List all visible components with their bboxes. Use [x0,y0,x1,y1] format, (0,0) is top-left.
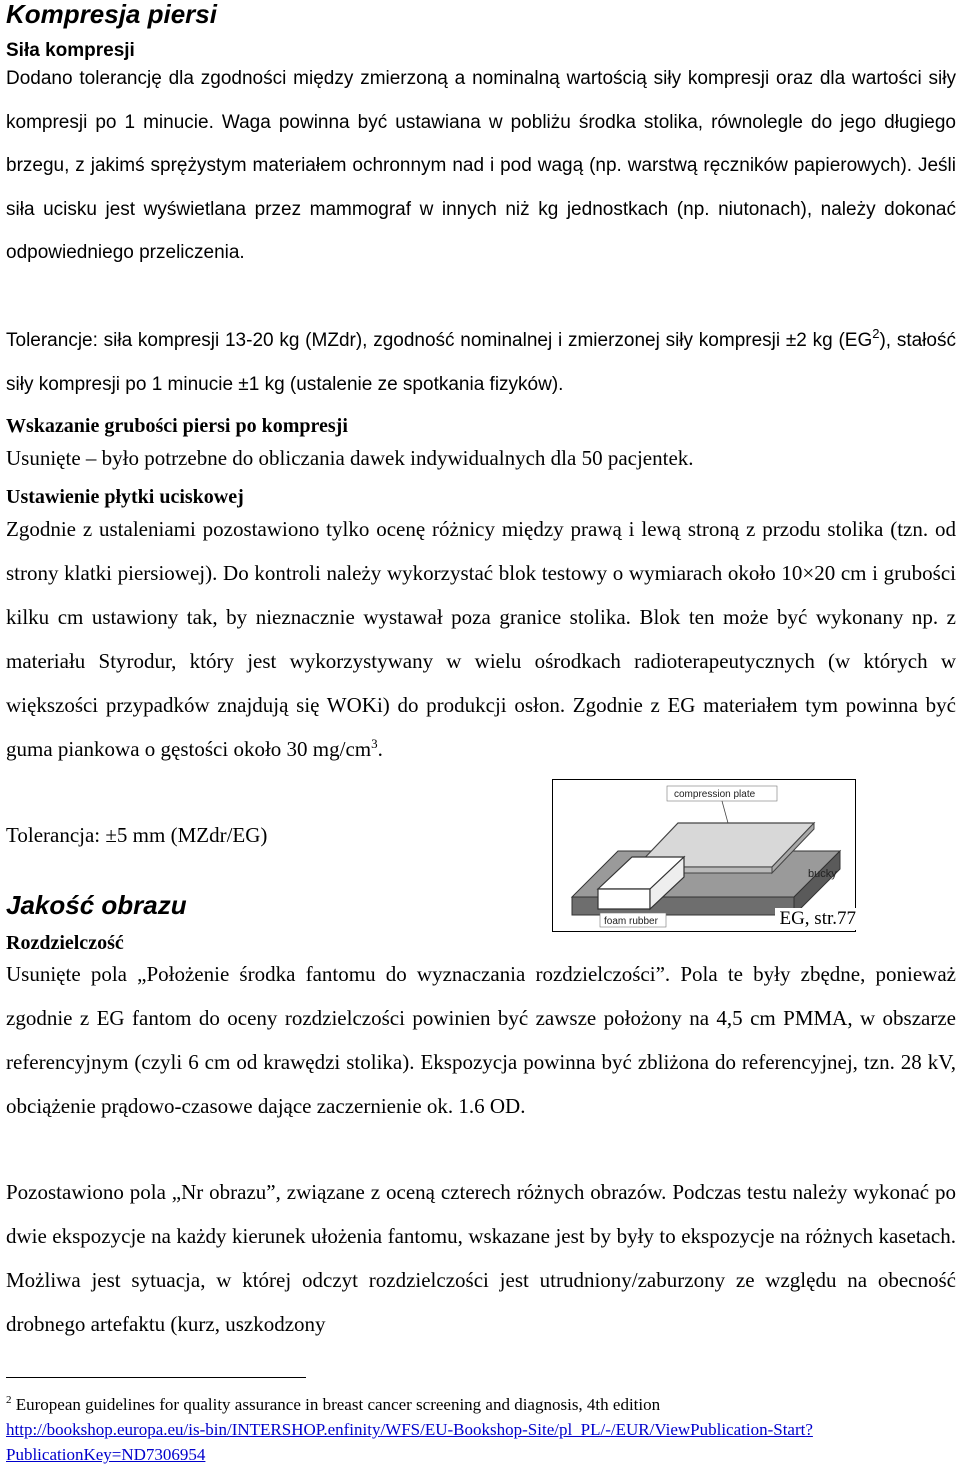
label-foam-rubber: foam rubber [604,916,658,927]
paragraph-plate-position [6,507,956,771]
label-compression-plate: compression plate [674,789,756,800]
paragraph-resolution-1: Usunięte pola „Położenie środka fantomu do wyznaczania rozdzielczości”. Pola te były zbędne, ponieważ zgodnie z EG fantom do oceny rozdzielczości powinien być zawsze położony na 4,5 cm PMMA, w obszarze referencyjnym (czyli 6 cm od krawędzi stolika). Ekspozycja powinna być zbliżona do referencyjnej, tzn. 28 kV, obciążenie prądowo-czasowe dające zaczernienie ok. 1.6 OD. [6,962,956,1118]
footnote-text: European guidelines for quality assurance in breast cancer screening and diagnosis, 4th edition [15,1395,661,1414]
subheading-resolution: Rozdzielczość [6,932,124,954]
subheading-compression-force: Siła kompresji [6,40,135,61]
tolerance-text-end: ), stałość siły kompresji po 1 minucie ±1 kg (ustalenie ze spotkania fizyków). [6,330,956,395]
plate-text-end: . [377,737,383,761]
heading-compression: Kompresja piersi [6,0,217,29]
figure-compression-plate [552,779,856,932]
plate-text-start: Zgodnie z ustaleniami pozostawiono tylko ocenę różnicy między prawą i lewą stroną z przodu stolika (tzn. od strony klatki piersiowej). Do kontroli należy wykorzystać blok testowy o wymiarach około 10 [6,517,956,585]
subheading-plate-position: Ustawienie płytki uciskowej [6,486,244,508]
paragraph-compression-tolerances [6,319,956,406]
footnote-ref-2: 2 [872,326,880,341]
footnote-separator [6,1377,306,1378]
superscript-3: 3 [371,736,378,751]
subheading-thickness: Wskazanie grubości piersi po kompresji [6,415,348,437]
heading-image-quality: Jakość obrazu [6,890,187,920]
footnote [6,1392,956,1467]
plate-text-mid: 20 cm i grubości kilku cm ustawiony tak, by nieznacznie wystawał poza granice stolika. Blok ten może być wykonany np. z materiału Styrodur, który jest wykorzystywany w wielu ośrodkach radioterapeutycznych (w których w większości przypadków znajdują się WOKi) do produkcji osłon. Zgodnie z EG materiałem tym powinna być guma piankowa o gęstości około 30 mg/cm [6,561,956,761]
paragraph-plate-tolerance: Tolerancja: ±5 mm (MZdr/EG) [6,823,268,847]
figure-caption: EG, str.77 [775,908,856,930]
footnote-number: 2 [6,1394,12,1406]
times-symbol: × [802,561,815,585]
paragraph-compression-force: Dodano tolerancję dla zgodności między zmierzoną a nominalną wartością siły kompresji oraz dla wartości siły kompresji po 1 minucie. Waga powinna być ustawiana w pobliżu środka stolika, równolegle do jego długiego brzegu, z jakimś sprężystym materiałem ochronnym nad i pod wagą (np. warstwą ręczników papierowych). Jeśli siła ucisku jest wyświetlana przez mammograf w innych niż kg jednostkach (np. niutonach), należy dokonać odpowiedniego przeliczenia. [6,68,956,263]
footnote-link[interactable]: http://bookshop.europa.eu/is-bin/INTERSHOP.enfinity/WFS/EU-Bookshop-Site/pl_PL/-/EUR/ViewPublication-Start?PublicationKey=ND7306954 [6,1420,813,1464]
label-bucky: bucky [808,868,837,880]
paragraph-thickness: Usunięte – było potrzebne do obliczania dawek indywidualnych dla 50 pacjentek. [6,446,694,470]
tolerance-text-start: Tolerancje: siła kompresji 13-20 kg (MZdr), zgodność nominalnej i zmierzonej siły kompresji ±2 kg (EG [6,330,873,351]
paragraph-resolution-2: Pozostawiono pola „Nr obrazu”, związane z oceną czterech różnych obrazów. Podczas testu należy wykonać po dwie ekspozycje na każdy kierunek ułożenia fantomu, wskazane jest by były to ekspozycje na różnych kasetach. Możliwa jest sytuacja, w której odczyt rozdzielczości jest utrudniony/zaburzony ze względu na obecność drobnego artefaktu (kurz, uszkodzony [6,1180,956,1336]
